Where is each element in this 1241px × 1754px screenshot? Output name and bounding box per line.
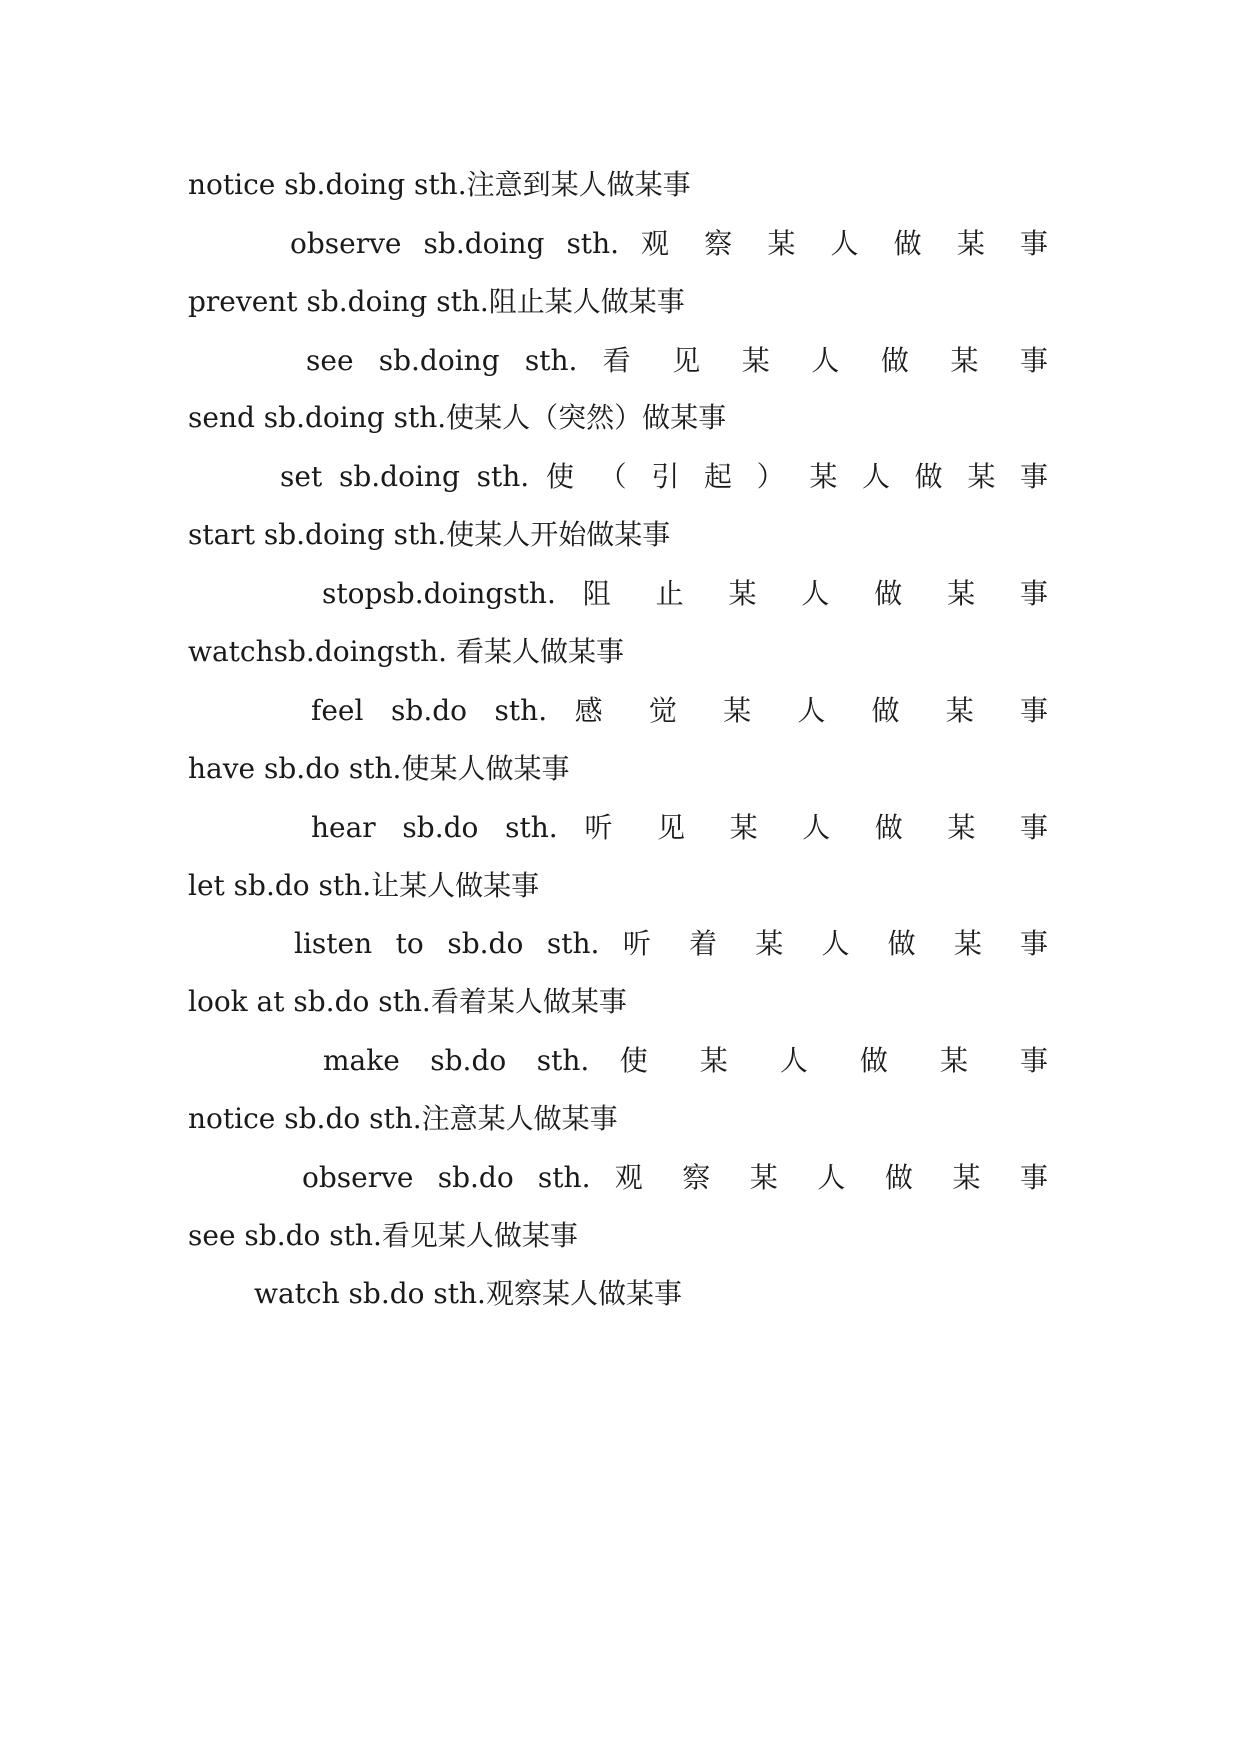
text-line: hear sb.do sth. 听 见 某 人 做 某 事 [311,811,1048,844]
text-line: observe sb.doing sth. 观 察 某 人 做 某 事 [290,227,1048,260]
text-line: make sb.do sth. 使 某 人 做 某 事 [323,1044,1048,1077]
text-line: feel sb.do sth. 感 觉 某 人 做 某 事 [311,694,1048,727]
text-line: notice sb.do sth.注意某人做某事 [188,1102,618,1135]
text-line: look at sb.do sth.看着某人做某事 [188,985,627,1018]
text-line: listen to sb.do sth. 听 着 某 人 做 某 事 [294,927,1048,960]
text-line: observe sb.do sth. 观 察 某 人 做 某 事 [302,1161,1048,1194]
text-line: watch sb.do sth.观察某人做某事 [254,1277,682,1310]
text-line: prevent sb.doing sth.阻止某人做某事 [188,285,685,318]
text-line: see sb.doing sth. 看 见 某 人 做 某 事 [306,344,1048,377]
text-line: have sb.do sth.使某人做某事 [188,752,570,785]
text-line: watchsb.doingsth. 看某人做某事 [188,635,624,668]
text-line: stopsb.doingsth. 阻 止 某 人 做 某 事 [322,577,1048,610]
text-line: send sb.doing sth.使某人（突然）做某事 [188,401,727,434]
text-line: see sb.do sth.看见某人做某事 [188,1219,578,1252]
text-line: notice sb.doing sth.注意到某人做某事 [188,168,691,201]
text-line: let sb.do sth.让某人做某事 [188,869,540,902]
text-line: set sb.doing sth. 使 （ 引 起 ） 某 人 做 某 事 [280,460,1048,493]
text-line: start sb.doing sth.使某人开始做某事 [188,518,671,551]
